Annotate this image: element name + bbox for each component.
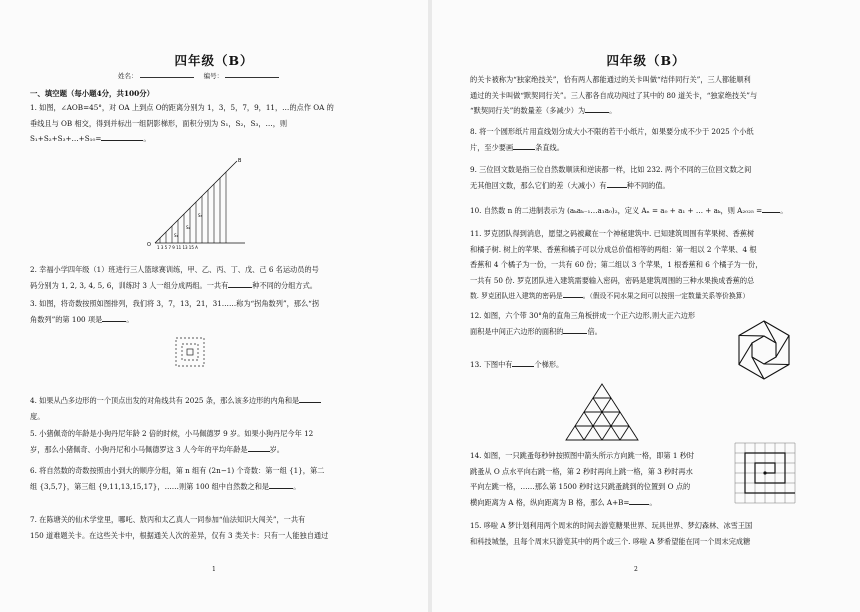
q11-line-5 xyxy=(470,288,854,305)
q14-line-3: 平向左跳一格，……那么第 1500 秒时这只跳蚤跳到的位置到 O 点的 xyxy=(470,482,691,491)
q2-end: 种不同的分组方式。 xyxy=(252,280,317,290)
fig1-s2: S₂ xyxy=(186,225,191,230)
q5-line-2 xyxy=(30,442,410,458)
exam-page-right xyxy=(432,0,860,612)
question-7-start xyxy=(30,512,410,543)
q14-end: 。 xyxy=(649,497,657,507)
question-5 xyxy=(30,426,410,457)
q15-line-1: 15. 哆啦 A 梦计划利用两个周末的时间去游览糖果世界、玩具世界、梦幻森林、冰雪王国 xyxy=(470,521,753,530)
question-1 xyxy=(30,100,410,147)
q1-line-1: 1. 如图，∠AOB=45°，对 OA 上到点 O的距离分别为 1，3，5，7，9，11，…的点作 OA 的 xyxy=(30,103,334,112)
q9-line-2 xyxy=(470,178,850,194)
q5-text: 岁，那么小猪佩奇、小狗丹尼和小马佩德罗这 3 人今年的平均年龄是 xyxy=(30,444,248,454)
q2-line-1: 2. 幸福小学四年级（1）班进行三人篮球赛训练，甲、乙、丙、丁、戊、己 6 名运动员的号 xyxy=(30,265,319,274)
answer-blank-7[interactable] xyxy=(585,103,609,113)
q14-line-1: 14. 如图，一只跳蚤每秒钟按照图中箭头所示方向跳一格，即第 1 秒时 xyxy=(470,451,695,460)
student-info xyxy=(118,71,287,80)
page-title: 四年级（B） xyxy=(606,53,686,68)
q2-text: 码分别为 1, 2, 3, 4, 5, 6，训练时 3 人一组分成两组。一共有 xyxy=(30,280,229,290)
q5-end: 岁。 xyxy=(269,444,284,454)
figure-3-odd-spiral xyxy=(170,332,210,372)
q2-line-2 xyxy=(30,278,410,294)
q1-end: 。 xyxy=(143,134,151,143)
q4-text: 4. 如果从凸多边形的一个顶点出发的对角线共有 2025 条，那么该多边形的内角和是 xyxy=(30,396,300,405)
q4-line-2: 度。 xyxy=(30,411,45,421)
q13-end: 个梯形。 xyxy=(534,360,564,369)
answer-blank-4[interactable] xyxy=(299,393,321,403)
q15-line-2: 和科技城堡，且每个周末只游览其中的两个或三个. 哆啦 A 梦希望能在同一个周末完成糖 xyxy=(470,536,751,546)
q12-end: 倍。 xyxy=(587,326,602,336)
id-blank[interactable] xyxy=(225,77,279,78)
q7-line-5 xyxy=(470,103,850,119)
q1-line-3 xyxy=(30,131,410,147)
q7-end: 。 xyxy=(609,106,617,115)
q8-line-1: 8. 将一个圆形纸片用直线划分成大小不限的若干小纸片，如果要分成不少于 2025 个小纸 xyxy=(470,127,754,136)
figure-12-hexagon xyxy=(732,318,796,382)
page-title: 四年级（B） xyxy=(174,53,254,68)
answer-blank-11[interactable] xyxy=(563,288,583,298)
answer-blank-10[interactable] xyxy=(762,203,780,213)
question-10 xyxy=(470,203,850,219)
question-4 xyxy=(30,393,410,424)
answer-blank-2[interactable] xyxy=(228,278,252,288)
q7-line-2: 150 道难题关卡。在这些关卡中，根据通关人次的差异，仅有 3 类关卡：只有一人能独自通过 xyxy=(30,530,329,540)
q9-end: 种不同的值。 xyxy=(626,180,670,190)
fig1-s3: S₃ xyxy=(198,213,203,218)
exam-page-left xyxy=(0,0,428,612)
name-blank[interactable] xyxy=(140,77,194,78)
figure-1-angle-trapezoids xyxy=(145,155,255,250)
answer-blank-9[interactable] xyxy=(607,178,627,188)
question-9 xyxy=(470,162,850,193)
question-12 xyxy=(470,308,740,339)
q12-text: 面积是中间正六边形的面积的 xyxy=(470,326,564,336)
q8-text: 片，至少要画 xyxy=(470,142,514,152)
q3-line-2 xyxy=(30,312,410,328)
q11-line-4: 一共有 50 份. 罗克团队进入建筑需要输入密码，密码是建筑周围的三种水果换成香蕉的总 xyxy=(470,275,755,285)
question-6 xyxy=(30,463,410,494)
q5-line-1: 5. 小猪佩奇的年龄是小狗丹尼年龄 2 倍的时候，小马佩德罗 9 岁。如果小狗丹尼今年 12 xyxy=(30,429,314,438)
section-heading: 一、填空题（每小题4分，共100分） xyxy=(30,89,155,98)
fig1-axis-label: 1 3 5 7 9 11 13 15 A xyxy=(157,245,198,250)
q6-line-1: 6. 将自然数的奇数按照由小到大的顺序分组，第 n 组有 (2n−1) 个奇数：第一组 {1}，第二 xyxy=(30,466,325,475)
id-label: 编号： xyxy=(203,72,224,80)
page-number: 1 xyxy=(212,566,216,573)
question-7-cont xyxy=(470,72,850,119)
q9-line-1: 9. 三位回文数是指三位自然数顺读和逆读都一样，比如 232. 两个不同的三位回文数之间 xyxy=(470,165,752,174)
q1-line-2: 垂线且与 OB 相交，得到并标出一组阴影梯形，面积分别为 S₁，S₂，S₃，…，则 xyxy=(30,118,288,128)
answer-blank-1[interactable] xyxy=(101,131,143,141)
q12-line-2 xyxy=(470,324,740,340)
q12-line-1: 12. 如图，六个带 30°角的直角三角板拼成一个正六边形,则大正六边形 xyxy=(470,311,696,320)
q4-line-1 xyxy=(30,393,410,409)
q11-line-2: 和橘子树. 树上的苹果、香蕉和橘子可以分成总价值相等的两组：第一组以 2 个苹果、4 根 xyxy=(470,244,757,254)
question-2 xyxy=(30,262,410,293)
q8-end: 条直线。 xyxy=(535,142,564,152)
q10-text: 10. 自然数 n 的二进制表示为 (aₖaₖ₋₁…a₁a₀)₂，定义 Aₙ = a₀ + a₁ + … + aₖ，则 A₂₀₂₅ = xyxy=(470,206,763,215)
page-number: 2 xyxy=(634,566,638,573)
q6-line-2 xyxy=(30,479,410,495)
question-15 xyxy=(470,518,854,549)
question-3 xyxy=(30,296,410,327)
answer-blank-12[interactable] xyxy=(563,324,587,334)
q1-text: S₁+S₂+S₃+…+S₁₀= xyxy=(30,134,102,143)
answer-blank-5[interactable] xyxy=(248,442,270,452)
q3-text: 角数列”的第 100 项是 xyxy=(30,314,103,324)
q3-end: 。 xyxy=(126,314,134,324)
q13-text: 13. 下图中有 xyxy=(470,360,513,369)
answer-blank-6[interactable] xyxy=(269,479,293,489)
q13-line-1 xyxy=(470,357,670,373)
q6-text: 组 {3,5,7}，第三组 {9,11,13,15,17}，……则第 100 组中自然数之和是 xyxy=(30,481,270,491)
answer-blank-13[interactable] xyxy=(512,357,534,367)
fig1-label-b: B xyxy=(238,158,242,164)
q11-line-1: 11. 罗克团队得到消息，愿望之码被藏在一个神秘建筑中. 已知建筑周围有苹果树、香蕉树 xyxy=(470,229,755,238)
name-label: 姓名： xyxy=(118,72,138,80)
q10-end: 。 xyxy=(780,206,788,215)
question-14 xyxy=(470,448,750,510)
q7-text: “默契同行关”的数量差（多减少）为 xyxy=(470,106,586,115)
question-8 xyxy=(470,124,850,155)
question-13 xyxy=(470,357,670,373)
q7-line-4: 通过的关卡叫做“默契同行关”。三人都各自成功闯过了其中的 80 道关卡，“独家绝技关”与 xyxy=(470,90,758,100)
question-11 xyxy=(470,226,854,305)
q6-end: 。 xyxy=(293,481,301,491)
q11-text: 数. 罗克团队进入建筑的密码是 xyxy=(470,292,563,300)
figure-13-triangle-grid xyxy=(564,382,640,442)
figure-14-flea-grid xyxy=(732,440,798,506)
q8-line-2 xyxy=(470,140,850,156)
fig1-label-o: O xyxy=(147,242,151,248)
q14-line-2: 跳蚤从 O 点水平向右跳一格，第 2 秒时再向上跳一格，第 3 秒时再水 xyxy=(470,466,693,476)
q11-line-3: 香蕉和 4 个橘子为一份，一共有 60 份；第二组以 3 个苹果，1 根香蕉和 6 个橘子为一份， xyxy=(470,260,763,269)
q7-line-3: 的关卡被称为“独家绝技关”，恰有两人都能通过的关卡叫做“结伴同行关”，三人都能顺利 xyxy=(470,75,751,84)
answer-blank-8[interactable] xyxy=(513,140,535,150)
q14-text: 横向距离为 A 格，纵向距离为 B 格，那么 A+B= xyxy=(470,497,630,507)
q10-line-1 xyxy=(470,203,850,219)
fig1-s1: S₁ xyxy=(174,233,179,238)
answer-blank-14[interactable] xyxy=(629,495,649,505)
q14-line-4 xyxy=(470,495,750,511)
q7-line-1: 7. 在陈塘关的仙术学堂里，哪吒、敖丙和太乙真人一同参加“仙法知识大闯关”，一共有 xyxy=(30,515,306,524)
q9-text: 无其他回文数，那么它们的差（大减小）有 xyxy=(470,180,607,190)
q11-note: 。（假设不同水果之间可以按照一定数量关系等价换算） xyxy=(582,292,750,300)
q3-line-1: 3. 如图，将奇数按照如图排列，我们将 3，7，13，21，31……称为“拐角数列”，那么“拐 xyxy=(30,299,320,308)
answer-blank-3[interactable] xyxy=(102,312,126,322)
